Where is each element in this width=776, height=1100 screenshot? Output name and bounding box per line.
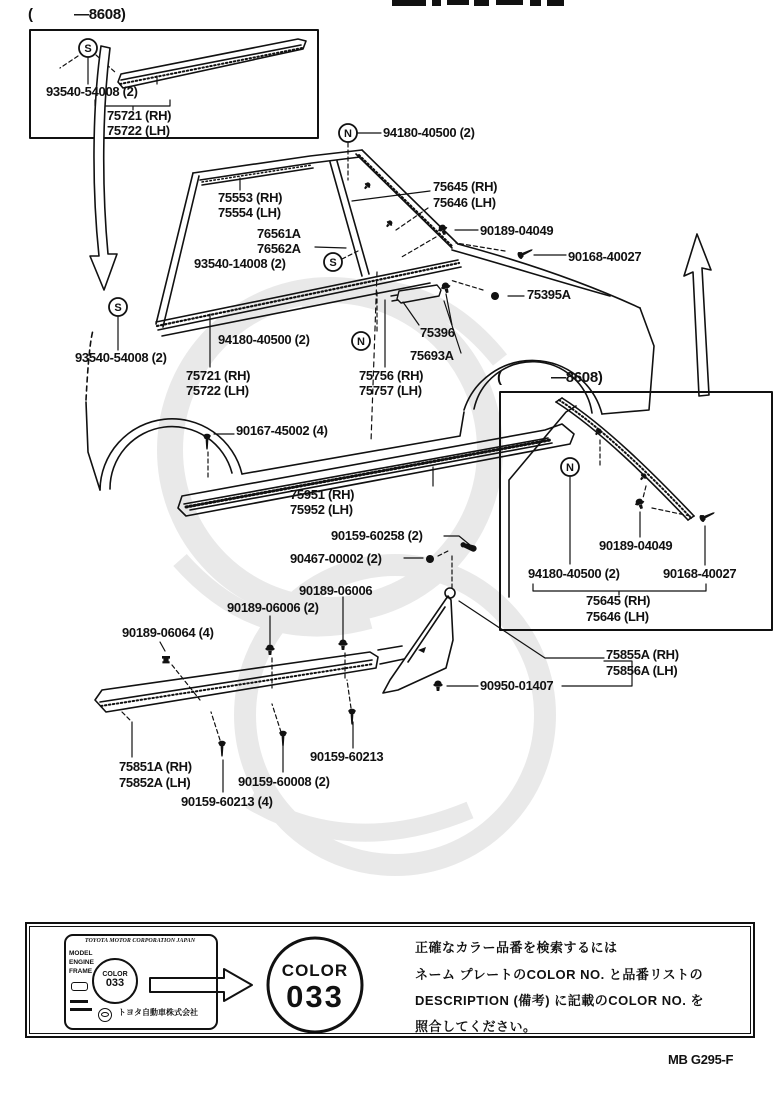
nameplate-company: トヨタ自動車株式会社 [118, 1008, 198, 1017]
big-color-word: COLOR [281, 961, 349, 980]
clip-icon [338, 640, 348, 651]
leader-lines [118, 133, 632, 792]
period-code-right: —8608) [551, 369, 603, 386]
nut-icon [162, 656, 170, 663]
nameplate-maker: TOYOTA MOTOR CORPORATION JAPAN [84, 938, 196, 944]
n-mark: N [357, 336, 365, 348]
part-label-75722-top: 75722 (LH) [107, 123, 170, 138]
screw-icon [279, 731, 287, 747]
part-label-90950-01407: 90950-01407 [480, 678, 554, 693]
part-label-75553: 75553 (RH) [218, 190, 283, 205]
nameplate-row-model: MODEL [69, 950, 93, 957]
instruction-line-1: 正確なカラー品番を検索するには [415, 940, 618, 955]
part-label-94180-40500-top: 94180-40500 (2) [383, 125, 475, 140]
toyota-roundel-icon [98, 1008, 112, 1022]
part-label-75721-mid: 75721 (RH) [186, 368, 251, 383]
instruction-line-4: 照合してください。 [415, 1019, 537, 1034]
period-paren: ( [28, 6, 33, 23]
nameplate-color-no: 033 [105, 977, 125, 989]
instruction-line-2: ネーム プレートのCOLOR NO. と品番リストの [415, 967, 704, 982]
part-label-75722-mid: 75722 (LH) [186, 383, 249, 398]
part-label-75646: 75646 (LH) [433, 195, 496, 210]
s-mark: S [329, 257, 337, 269]
part-label-75693A: 75693A [410, 348, 454, 363]
screw-icon [698, 509, 716, 523]
period-paren-right: ( [497, 369, 502, 386]
clip-icon [362, 181, 372, 191]
part-label-75645-inset: 75645 (RH) [586, 593, 651, 608]
part-label-75646-inset: 75646 (LH) [586, 609, 649, 624]
part-label-75554: 75554 (LH) [218, 205, 281, 220]
s-mark: S [114, 302, 122, 314]
grommet-icon [426, 555, 434, 563]
nameplate-row-engine: ENGINE [69, 959, 94, 966]
part-label-94180-40500-mid: 94180-40500 (2) [218, 332, 310, 347]
nameplate-color-word: COLOR [102, 971, 128, 978]
clip-icon [440, 281, 452, 294]
part-label-90167-45002: 90167-45002 (4) [236, 423, 328, 438]
part-label-75852A: 75852A (LH) [119, 775, 191, 790]
nameplate-row-mark [70, 1008, 92, 1011]
nameplate-row-mark [70, 1000, 88, 1003]
nameplate-row-frame: FRAME [69, 968, 93, 975]
part-label-75395A: 75395A [527, 287, 571, 302]
part-label-75855A: 75855A (RH) [606, 647, 679, 662]
part-label-93540-54008-left: 93540-54008 (2) [75, 350, 167, 365]
part-label-75396: 75396 [420, 325, 455, 340]
nameplate-field-box [71, 982, 88, 991]
clip-icon [433, 681, 443, 692]
part-label-94180-40500-inset: 94180-40500 (2) [528, 566, 620, 581]
instruction-line-3: DESCRIPTION (備考) に記載のCOLOR NO. を [415, 993, 705, 1008]
grommet-icon [491, 292, 499, 300]
part-label-76562A: 76562A [257, 241, 301, 256]
part-label-90189-06006: 90189-06006 [299, 583, 373, 598]
part-label-75856A: 75856A (LH) [606, 663, 678, 678]
part-label-90159-60258: 90159-60258 (2) [331, 528, 423, 543]
part-label-75851A: 75851A (RH) [119, 759, 192, 774]
part-label-90467-00002: 90467-00002 (2) [290, 551, 382, 566]
part-label-75645: 75645 (RH) [433, 179, 498, 194]
part-label-90159-60008: 90159-60008 (2) [238, 774, 330, 789]
period-code: —8608) [74, 6, 126, 23]
part-label-90189-04049-inset: 90189-04049 [599, 538, 673, 553]
part-label-90159-60213: 90159-60213 [310, 749, 384, 764]
big-color-no: 033 [286, 979, 344, 1014]
part-label-75952: 75952 (LH) [290, 502, 353, 517]
n-mark: N [566, 462, 574, 474]
screw-icon [218, 741, 226, 757]
part-label-90159-60213-4: 90159-60213 (4) [181, 794, 273, 809]
part-label-75721-top: 75721 (RH) [107, 108, 172, 123]
screw-icon [203, 434, 211, 450]
cropped-header-text [392, 0, 564, 6]
part-label-93540-54008-top: 93540-54008 (2) [46, 84, 138, 99]
arrow-rear [90, 46, 117, 290]
part-label-90168-40027-inset: 90168-40027 [663, 566, 737, 581]
part-label-90189-06006-2: 90189-06006 (2) [227, 600, 319, 615]
part-label-75951: 75951 (RH) [290, 487, 355, 502]
part-label-75757: 75757 (LH) [359, 383, 422, 398]
n-mark: N [344, 128, 352, 140]
part-label-90189-04049: 90189-04049 [480, 223, 554, 238]
part-label-76561A: 76561A [257, 226, 301, 241]
clip-icon [384, 219, 394, 229]
part-label-90189-06064: 90189-06064 (4) [122, 625, 214, 640]
part-label-90168-40027: 90168-40027 [568, 249, 642, 264]
arrow-front [684, 234, 711, 396]
page-code: MB G295-F [668, 1052, 734, 1067]
nameplate-color-circle [92, 958, 138, 1004]
screw-icon [516, 246, 534, 260]
screw-icon [348, 709, 356, 725]
clip-icon [633, 497, 646, 510]
part-label-93540-14008: 93540-14008 (2) [194, 256, 286, 271]
s-mark: S [84, 43, 92, 55]
part-label-75756: 75756 (RH) [359, 368, 424, 383]
